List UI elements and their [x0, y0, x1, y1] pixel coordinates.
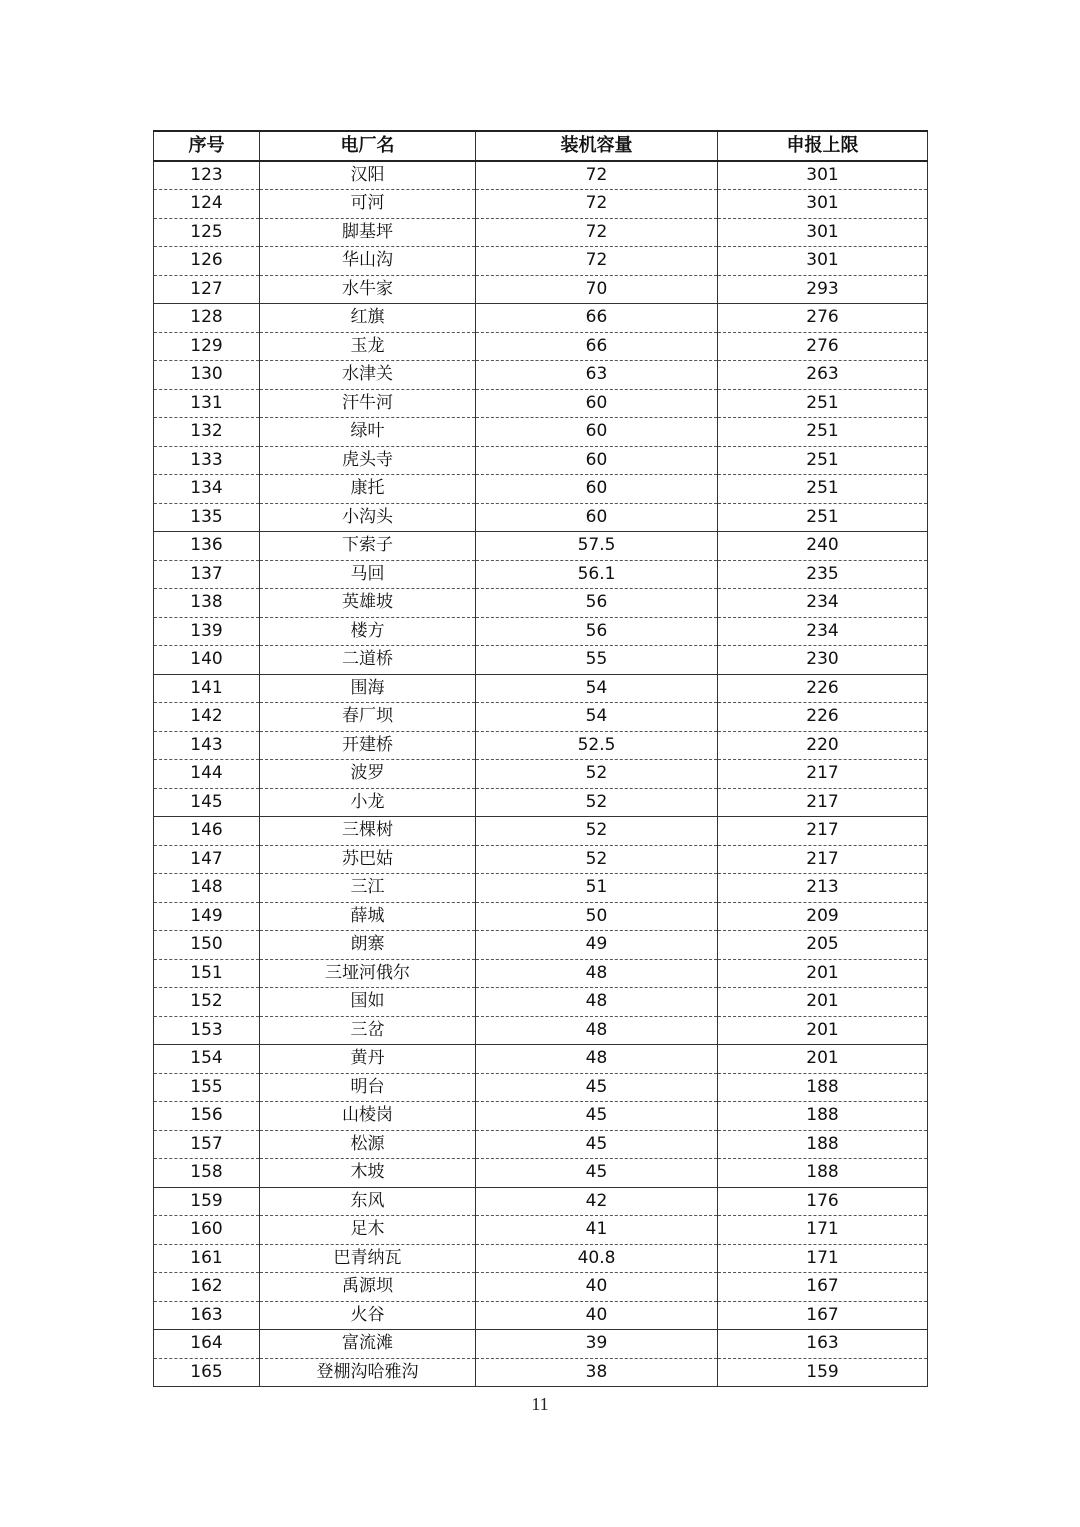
cell-installed-capacity: 52 — [476, 845, 718, 874]
table-row — [154, 190, 928, 219]
cell-serial-number: 142 — [154, 703, 260, 732]
cell-declared-limit: 201 — [718, 1016, 928, 1045]
cell-plant-name: 木坡 — [260, 1159, 476, 1188]
cell-declared-limit: 167 — [718, 1273, 928, 1302]
cell-plant-name: 华山沟 — [260, 247, 476, 276]
cell-plant-name: 脚基坪 — [260, 218, 476, 247]
cell-installed-capacity: 48 — [476, 959, 718, 988]
cell-declared-limit: 251 — [718, 446, 928, 475]
cell-serial-number: 159 — [154, 1187, 260, 1216]
cell-installed-capacity: 72 — [476, 190, 718, 219]
cell-serial-number: 151 — [154, 959, 260, 988]
cell-installed-capacity: 56 — [476, 589, 718, 618]
cell-installed-capacity: 66 — [476, 304, 718, 333]
cell-installed-capacity: 48 — [476, 1045, 718, 1074]
cell-serial-number: 149 — [154, 902, 260, 931]
cell-plant-name: 禹源坝 — [260, 1273, 476, 1302]
cell-installed-capacity: 52.5 — [476, 731, 718, 760]
cell-plant-name: 小沟头 — [260, 503, 476, 532]
cell-declared-limit: 213 — [718, 874, 928, 903]
cell-plant-name: 楼方 — [260, 617, 476, 646]
cell-serial-number: 148 — [154, 874, 260, 903]
cell-plant-name: 三垭河俄尔 — [260, 959, 476, 988]
cell-serial-number: 157 — [154, 1130, 260, 1159]
table-row — [154, 1045, 928, 1074]
cell-plant-name: 小龙 — [260, 788, 476, 817]
cell-installed-capacity: 70 — [476, 275, 718, 304]
cell-serial-number: 144 — [154, 760, 260, 789]
cell-installed-capacity: 48 — [476, 988, 718, 1017]
cell-installed-capacity: 40 — [476, 1301, 718, 1330]
cell-declared-limit: 251 — [718, 475, 928, 504]
cell-serial-number: 124 — [154, 190, 260, 219]
cell-plant-name: 三江 — [260, 874, 476, 903]
table-row — [154, 503, 928, 532]
cell-declared-limit: 201 — [718, 1045, 928, 1074]
cell-installed-capacity: 54 — [476, 703, 718, 732]
cell-serial-number: 131 — [154, 389, 260, 418]
cell-installed-capacity: 72 — [476, 161, 718, 190]
table-row — [154, 646, 928, 675]
table-row — [154, 332, 928, 361]
table-row — [154, 874, 928, 903]
cell-serial-number: 130 — [154, 361, 260, 390]
cell-declared-limit: 234 — [718, 589, 928, 618]
cell-declared-limit: 230 — [718, 646, 928, 675]
cell-installed-capacity: 50 — [476, 902, 718, 931]
table-row — [154, 931, 928, 960]
cell-plant-name: 春厂坝 — [260, 703, 476, 732]
cell-plant-name: 三棵树 — [260, 817, 476, 846]
cell-declared-limit: 226 — [718, 674, 928, 703]
cell-serial-number: 126 — [154, 247, 260, 276]
cell-installed-capacity: 52 — [476, 788, 718, 817]
cell-serial-number: 155 — [154, 1073, 260, 1102]
cell-serial-number: 129 — [154, 332, 260, 361]
cell-installed-capacity: 45 — [476, 1102, 718, 1131]
table-header-row — [154, 131, 928, 161]
cell-plant-name: 火谷 — [260, 1301, 476, 1330]
cell-serial-number: 163 — [154, 1301, 260, 1330]
cell-declared-limit: 251 — [718, 418, 928, 447]
cell-installed-capacity: 66 — [476, 332, 718, 361]
cell-plant-name: 黄丹 — [260, 1045, 476, 1074]
table-row — [154, 1016, 928, 1045]
cell-serial-number: 147 — [154, 845, 260, 874]
table-row — [154, 161, 928, 190]
cell-declared-limit: 217 — [718, 788, 928, 817]
table-row — [154, 760, 928, 789]
cell-plant-name: 国如 — [260, 988, 476, 1017]
table-row — [154, 902, 928, 931]
cell-serial-number: 156 — [154, 1102, 260, 1131]
table-row — [154, 1073, 928, 1102]
cell-plant-name: 足木 — [260, 1216, 476, 1245]
cell-installed-capacity: 63 — [476, 361, 718, 390]
cell-installed-capacity: 60 — [476, 475, 718, 504]
cell-installed-capacity: 60 — [476, 418, 718, 447]
cell-serial-number: 146 — [154, 817, 260, 846]
cell-serial-number: 141 — [154, 674, 260, 703]
cell-plant-name: 巴青纳瓦 — [260, 1244, 476, 1273]
cell-plant-name: 虎头寺 — [260, 446, 476, 475]
cell-installed-capacity: 72 — [476, 218, 718, 247]
cell-installed-capacity: 60 — [476, 503, 718, 532]
cell-serial-number: 165 — [154, 1358, 260, 1387]
cell-installed-capacity: 41 — [476, 1216, 718, 1245]
cell-installed-capacity: 40 — [476, 1273, 718, 1302]
cell-plant-name: 水津关 — [260, 361, 476, 390]
cell-declared-limit: 159 — [718, 1358, 928, 1387]
table-row — [154, 1130, 928, 1159]
table-row — [154, 218, 928, 247]
cell-declared-limit: 240 — [718, 532, 928, 561]
cell-plant-name: 下索子 — [260, 532, 476, 561]
cell-plant-name: 英雄坡 — [260, 589, 476, 618]
cell-serial-number: 145 — [154, 788, 260, 817]
cell-declared-limit: 209 — [718, 902, 928, 931]
cell-installed-capacity: 54 — [476, 674, 718, 703]
cell-plant-name: 可河 — [260, 190, 476, 219]
cell-plant-name: 围海 — [260, 674, 476, 703]
cell-declared-limit: 234 — [718, 617, 928, 646]
cell-serial-number: 127 — [154, 275, 260, 304]
page-number: 11 — [531, 1394, 549, 1414]
cell-declared-limit: 293 — [718, 275, 928, 304]
cell-plant-name: 明台 — [260, 1073, 476, 1102]
cell-plant-name: 开建桥 — [260, 731, 476, 760]
cell-declared-limit: 188 — [718, 1130, 928, 1159]
cell-serial-number: 143 — [154, 731, 260, 760]
table-row — [154, 817, 928, 846]
table-row — [154, 1159, 928, 1188]
table-row — [154, 845, 928, 874]
cell-plant-name: 马回 — [260, 560, 476, 589]
table-row — [154, 560, 928, 589]
cell-plant-name: 水牛家 — [260, 275, 476, 304]
cell-declared-limit: 171 — [718, 1216, 928, 1245]
cell-declared-limit: 301 — [718, 161, 928, 190]
cell-serial-number: 153 — [154, 1016, 260, 1045]
cell-installed-capacity: 60 — [476, 389, 718, 418]
cell-serial-number: 134 — [154, 475, 260, 504]
cell-declared-limit: 301 — [718, 247, 928, 276]
cell-serial-number: 136 — [154, 532, 260, 561]
table-row — [154, 389, 928, 418]
cell-declared-limit: 176 — [718, 1187, 928, 1216]
cell-plant-name: 绿叶 — [260, 418, 476, 447]
cell-serial-number: 139 — [154, 617, 260, 646]
cell-installed-capacity: 52 — [476, 817, 718, 846]
cell-installed-capacity: 72 — [476, 247, 718, 276]
cell-plant-name: 汉阳 — [260, 161, 476, 190]
header-serial-number: 序号 — [154, 131, 260, 161]
cell-serial-number: 158 — [154, 1159, 260, 1188]
cell-plant-name: 富流滩 — [260, 1330, 476, 1359]
header-plant-name: 电厂名 — [260, 131, 476, 161]
cell-plant-name: 波罗 — [260, 760, 476, 789]
cell-serial-number: 125 — [154, 218, 260, 247]
cell-plant-name: 玉龙 — [260, 332, 476, 361]
cell-declared-limit: 171 — [718, 1244, 928, 1273]
table-row — [154, 1187, 928, 1216]
table-row — [154, 275, 928, 304]
table-row — [154, 532, 928, 561]
cell-installed-capacity: 45 — [476, 1073, 718, 1102]
table-row — [154, 617, 928, 646]
table-row — [154, 475, 928, 504]
cell-plant-name: 薛城 — [260, 902, 476, 931]
cell-installed-capacity: 49 — [476, 931, 718, 960]
cell-plant-name: 汗牛河 — [260, 389, 476, 418]
cell-serial-number: 150 — [154, 931, 260, 960]
table-row — [154, 1244, 928, 1273]
cell-declared-limit: 301 — [718, 190, 928, 219]
table-row — [154, 1358, 928, 1387]
table-row — [154, 418, 928, 447]
cell-declared-limit: 251 — [718, 503, 928, 532]
cell-plant-name: 二道桥 — [260, 646, 476, 675]
cell-declared-limit: 235 — [718, 560, 928, 589]
table-row — [154, 788, 928, 817]
cell-serial-number: 135 — [154, 503, 260, 532]
table-row — [154, 446, 928, 475]
cell-plant-name: 红旗 — [260, 304, 476, 333]
cell-installed-capacity: 55 — [476, 646, 718, 675]
cell-installed-capacity: 57.5 — [476, 532, 718, 561]
table-row — [154, 1216, 928, 1245]
cell-declared-limit: 188 — [718, 1159, 928, 1188]
cell-declared-limit: 167 — [718, 1301, 928, 1330]
table-row — [154, 703, 928, 732]
cell-installed-capacity: 45 — [476, 1159, 718, 1188]
power-plant-table — [153, 130, 928, 1387]
cell-installed-capacity: 60 — [476, 446, 718, 475]
table-row — [154, 304, 928, 333]
cell-declared-limit: 220 — [718, 731, 928, 760]
cell-serial-number: 138 — [154, 589, 260, 618]
cell-plant-name: 三岔 — [260, 1016, 476, 1045]
cell-installed-capacity: 56.1 — [476, 560, 718, 589]
table-row — [154, 731, 928, 760]
header-installed-capacity: 装机容量 — [476, 131, 718, 161]
table-row — [154, 361, 928, 390]
cell-declared-limit: 301 — [718, 218, 928, 247]
cell-serial-number: 161 — [154, 1244, 260, 1273]
cell-installed-capacity: 38 — [476, 1358, 718, 1387]
cell-plant-name: 康托 — [260, 475, 476, 504]
cell-serial-number: 162 — [154, 1273, 260, 1302]
cell-serial-number: 164 — [154, 1330, 260, 1359]
cell-serial-number: 123 — [154, 161, 260, 190]
cell-installed-capacity: 52 — [476, 760, 718, 789]
cell-installed-capacity: 48 — [476, 1016, 718, 1045]
cell-serial-number: 132 — [154, 418, 260, 447]
cell-serial-number: 154 — [154, 1045, 260, 1074]
cell-declared-limit: 201 — [718, 988, 928, 1017]
table-row — [154, 1102, 928, 1131]
cell-plant-name: 松源 — [260, 1130, 476, 1159]
table-row — [154, 247, 928, 276]
cell-serial-number: 152 — [154, 988, 260, 1017]
cell-installed-capacity: 40.8 — [476, 1244, 718, 1273]
cell-plant-name: 苏巴姑 — [260, 845, 476, 874]
cell-serial-number: 133 — [154, 446, 260, 475]
cell-declared-limit: 201 — [718, 959, 928, 988]
cell-declared-limit: 263 — [718, 361, 928, 390]
cell-declared-limit: 276 — [718, 332, 928, 361]
header-declared-limit: 申报上限 — [718, 131, 928, 161]
cell-installed-capacity: 56 — [476, 617, 718, 646]
cell-plant-name: 登棚沟哈雅沟 — [260, 1358, 476, 1387]
cell-declared-limit: 226 — [718, 703, 928, 732]
cell-declared-limit: 188 — [718, 1102, 928, 1131]
table-body — [154, 161, 928, 1387]
cell-serial-number: 160 — [154, 1216, 260, 1245]
cell-installed-capacity: 42 — [476, 1187, 718, 1216]
table-row — [154, 988, 928, 1017]
cell-serial-number: 128 — [154, 304, 260, 333]
cell-installed-capacity: 51 — [476, 874, 718, 903]
cell-declared-limit: 217 — [718, 760, 928, 789]
cell-declared-limit: 163 — [718, 1330, 928, 1359]
table-row — [154, 674, 928, 703]
table-row — [154, 589, 928, 618]
cell-installed-capacity: 45 — [476, 1130, 718, 1159]
cell-declared-limit: 251 — [718, 389, 928, 418]
table-row — [154, 1273, 928, 1302]
cell-declared-limit: 276 — [718, 304, 928, 333]
cell-installed-capacity: 39 — [476, 1330, 718, 1359]
cell-declared-limit: 188 — [718, 1073, 928, 1102]
cell-declared-limit: 205 — [718, 931, 928, 960]
cell-declared-limit: 217 — [718, 845, 928, 874]
cell-declared-limit: 217 — [718, 817, 928, 846]
table-row — [154, 1330, 928, 1359]
cell-plant-name: 朗寨 — [260, 931, 476, 960]
cell-serial-number: 140 — [154, 646, 260, 675]
cell-plant-name: 东风 — [260, 1187, 476, 1216]
cell-serial-number: 137 — [154, 560, 260, 589]
table-row — [154, 1301, 928, 1330]
table-row — [154, 959, 928, 988]
cell-plant-name: 山棱岗 — [260, 1102, 476, 1131]
